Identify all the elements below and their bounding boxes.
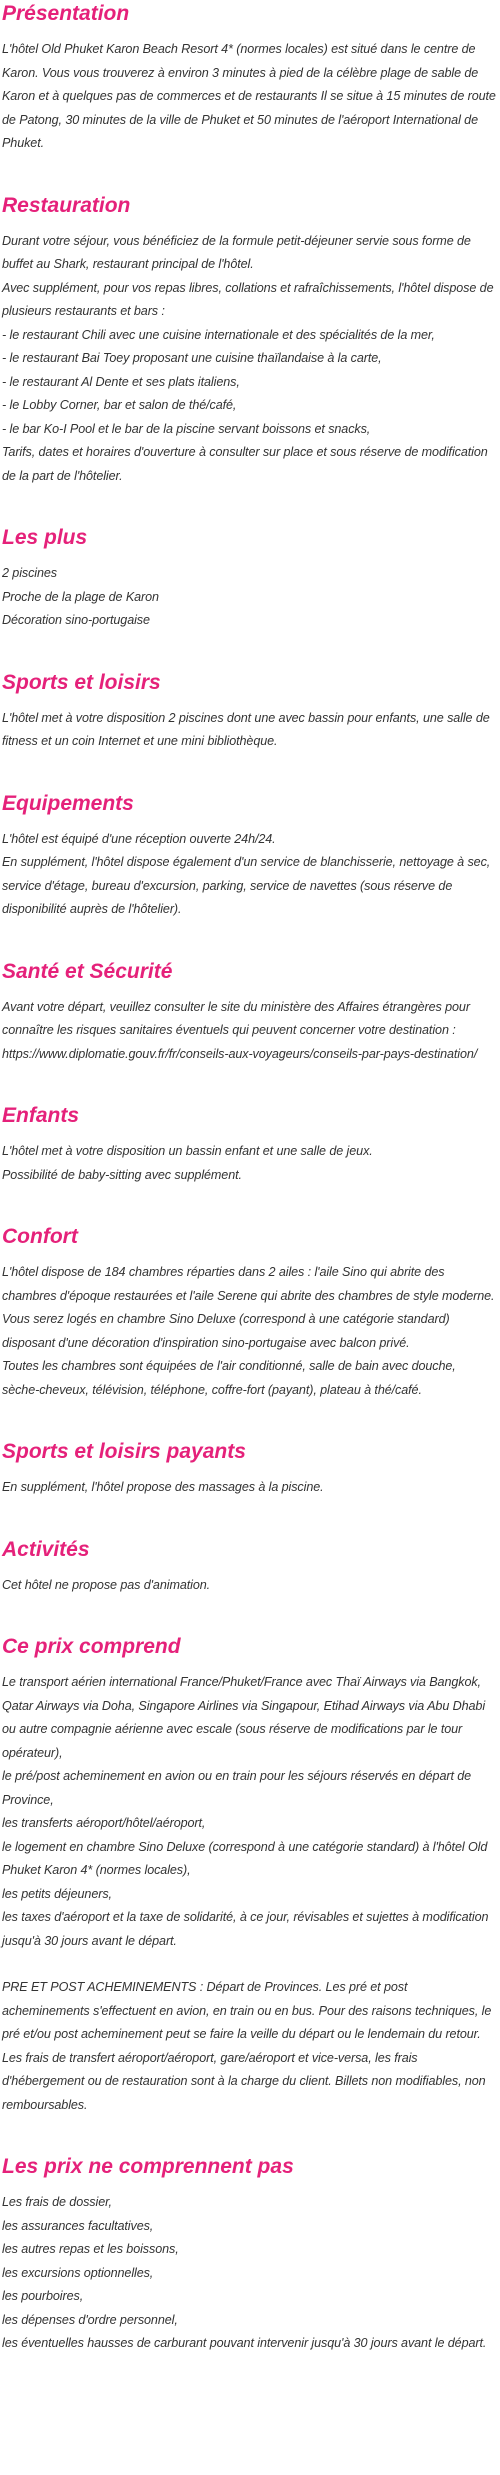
section-body-ce-prix-comprend [2,1671,500,2117]
list-item: les éventuelles hausses de carburant pouvant intervenir jusqu'à 30 jours avant le départ. [2,2336,487,2350]
list-item: les assurances facultatives, [2,2218,154,2233]
section-title-sports-loisirs: Sports et loisirs [2,670,161,694]
paragraph: Cet hôtel ne propose pas d'animation. [2,1577,211,1592]
section-body-sports-loisirs-payants [2,1476,500,1500]
list-item: - le restaurant Chili avec une cuisine internationale et des spécialités de la mer, [2,327,435,342]
section-body-enfants [2,1140,500,1187]
section-title-ce-prix-comprend: Ce prix comprend [2,1635,181,1658]
paragraph: Avant votre départ, veuillez consulter le site du ministère des Affaires étrangères pour connaître les risques sanitaires éventuels qui peuvent concerner votre destination : https://www.diplomatie.gouv.fr/fr/conseils-aux-voyageurs/conseils-par-pays-destination/ [2,999,478,1061]
paragraph: PRE ET POST ACHEMINEMENTS : Départ de Provinces. Les pré et post acheminements s'effectuent en avion, en train ou en bus. Pour des raisons techniques, le pré et/ou post acheminement peut se faire la veille du départ ou le lendemain du retour. Les frais de transfert aéroport/aéroport, gare/aéroport et vice-versa, les frais d'hébergement ou de restauration sont à la charge du client. Billets non modifiables, non remboursables. [2,1980,492,2112]
section-activites [2,1536,500,1598]
section-title-presentation: Présentation [2,2,130,25]
paragraph: L'hôtel met à votre disposition un bassin enfant et une salle de jeux. [2,1144,373,1158]
section-sports-loisirs [2,669,500,754]
paragraph: Possibilité de baby-sitting avec supplément. [2,1167,242,1182]
list-item: le logement en chambre Sino Deluxe (correspond à une catégorie standard) à l'hôtel Old Phuket Karon 4* (normes locales), [2,1839,488,1877]
paragraph-gap [2,1953,496,1976]
section-body-confort [2,1261,500,1402]
section-title-enfants: Enfants [2,1104,80,1127]
list-item: les transferts aéroport/hôtel/aéroport, [2,1816,206,1830]
list-item: - le restaurant Bai Toey proposant une cuisine thaïlandaise à la carte, [2,351,382,365]
section-title-restauration: Restauration [2,193,131,217]
paragraph: L'hôtel est équipé d'une réception ouverte 24h/24. [2,831,276,846]
section-sante-securite [2,958,500,1067]
section-confort [2,1223,500,1402]
list-item: les taxes d'aéroport et la taxe de solidarité, à ce jour, révisables et sujettes à modification jusqu'à 30 jours avant le départ. [2,1910,489,1948]
section-equipements [2,790,500,922]
section-body-les-plus [2,562,500,633]
paragraph: Tarifs, dates et horaires d'ouverture à consulter sur place et sous réserve de modification de la part de l'hôtelier. [2,445,488,483]
list-item: Le transport aérien international France/Phuket/France avec Thaï Airways via Bangkok, Qatar Airways via Doha, Singapore Airlines via Singapour, Etihad Airways via Abu Dhabi ou autre compagnie aérienne avec escale (sous réserve de modifications par le tour opérateur), [2,1675,486,1760]
section-presentation [2,0,500,156]
list-item: 2 piscines [2,566,58,580]
list-item: - le restaurant Al Dente et ses plats italiens, [2,374,240,389]
section-title-equipements: Equipements [2,791,134,815]
list-item: Les frais de dossier, [2,2195,112,2209]
paragraph: L'hôtel met à votre disposition 2 piscines dont une avec bassin pour enfants, une salle de fitness et un coin Internet et une mini bibliothèque. [2,710,490,748]
section-body-equipements [2,828,500,922]
list-item: Décoration sino-portugaise [2,613,150,627]
section-title-les-plus: Les plus [2,526,88,549]
paragraph: Durant votre séjour, vous bénéficiez de la formule petit-déjeuner servie sous forme de buffet au Shark, restaurant principal de l'hôtel. [2,233,471,271]
paragraph: Toutes les chambres sont équipées de l'air conditionné, salle de bain avec douche, sèche-cheveux, télévision, téléphone, coffre-fort (payant), plateau à thé/café. [2,1359,456,1397]
list-item: les autres repas et les boissons, [2,2242,179,2256]
paragraph: Vous serez logés en chambre Sino Deluxe (correspond à une catégorie standard) disposant d'une décoration d'inspiration sino-portugaise avec balcon privé. [2,1312,450,1350]
paragraph: L'hôtel dispose de 184 chambres réparties dans 2 ailes : l'aile Sino qui abrite des chambres d'époque restaurées et l'aile Serene qui abrite des chambres de style moderne. [2,1265,495,1303]
section-title-activites: Activités [2,1537,90,1561]
section-sports-loisirs-payants [2,1438,500,1500]
paragraph: L'hôtel Old Phuket Karon Beach Resort 4* (normes locales) est situé dans le centre de Karon. Vous vous trouverez à environ 3 minutes à pied de la célèbre plage de sable de Karon et à quelques pas de commerces et de restaurants Il se situe à 15 minutes de route de Patong, 30 minutes de la ville de Phuket et 50 minutes de l'aéroport International de Phuket. [2,42,496,150]
list-item: - le Lobby Corner, bar et salon de thé/café, [2,398,237,412]
section-ce-prix-comprend [2,1633,500,2117]
section-restauration [2,192,500,489]
section-enfants [2,1102,500,1187]
list-item: le pré/post acheminement en avion ou en train pour les séjours réservés en départ de Province, [2,1769,472,1807]
section-title-sports-loisirs-payants: Sports et loisirs payants [2,1440,246,1463]
list-item: les petits déjeuners, [2,1886,112,1901]
section-body-prix-ne-comprennent-pas [2,2191,500,2356]
list-item: les excursions optionnelles, [2,2265,154,2280]
paragraph: En supplément, l'hôtel propose des massages à la piscine. [2,1480,324,1494]
section-title-confort: Confort [2,1225,78,1248]
section-les-plus [2,524,500,633]
section-title-sante-securite: Santé et Sécurité [2,959,173,983]
paragraph: Avec supplément, pour vos repas libres, collations et rafraîchissements, l'hôtel dispose de plusieurs restaurants et bars : [2,280,494,318]
list-item: les dépenses d'ordre personnel, [2,2312,178,2327]
section-body-sports-loisirs [2,707,500,754]
paragraph: En supplément, l'hôtel dispose également d'un service de blanchisserie, nettoyage à sec, service d'étage, bureau d'excursion, parking, service de navettes (sous réserve de disponibilité auprès de l'hôtelier). [2,855,491,916]
section-body-sante-securite [2,996,500,1067]
section-body-presentation [2,38,500,156]
list-item: Proche de la plage de Karon [2,589,159,604]
section-prix-ne-comprennent-pas [2,2153,500,2356]
list-item: les pourboires, [2,2289,84,2303]
section-body-restauration [2,230,500,489]
section-title-prix-ne-comprennent-pas: Les prix ne comprennent pas [2,2155,294,2178]
list-item: - le bar Ko-I Pool et le bar de la piscine servant boissons et snacks, [2,421,371,436]
section-body-activites [2,1574,500,1598]
